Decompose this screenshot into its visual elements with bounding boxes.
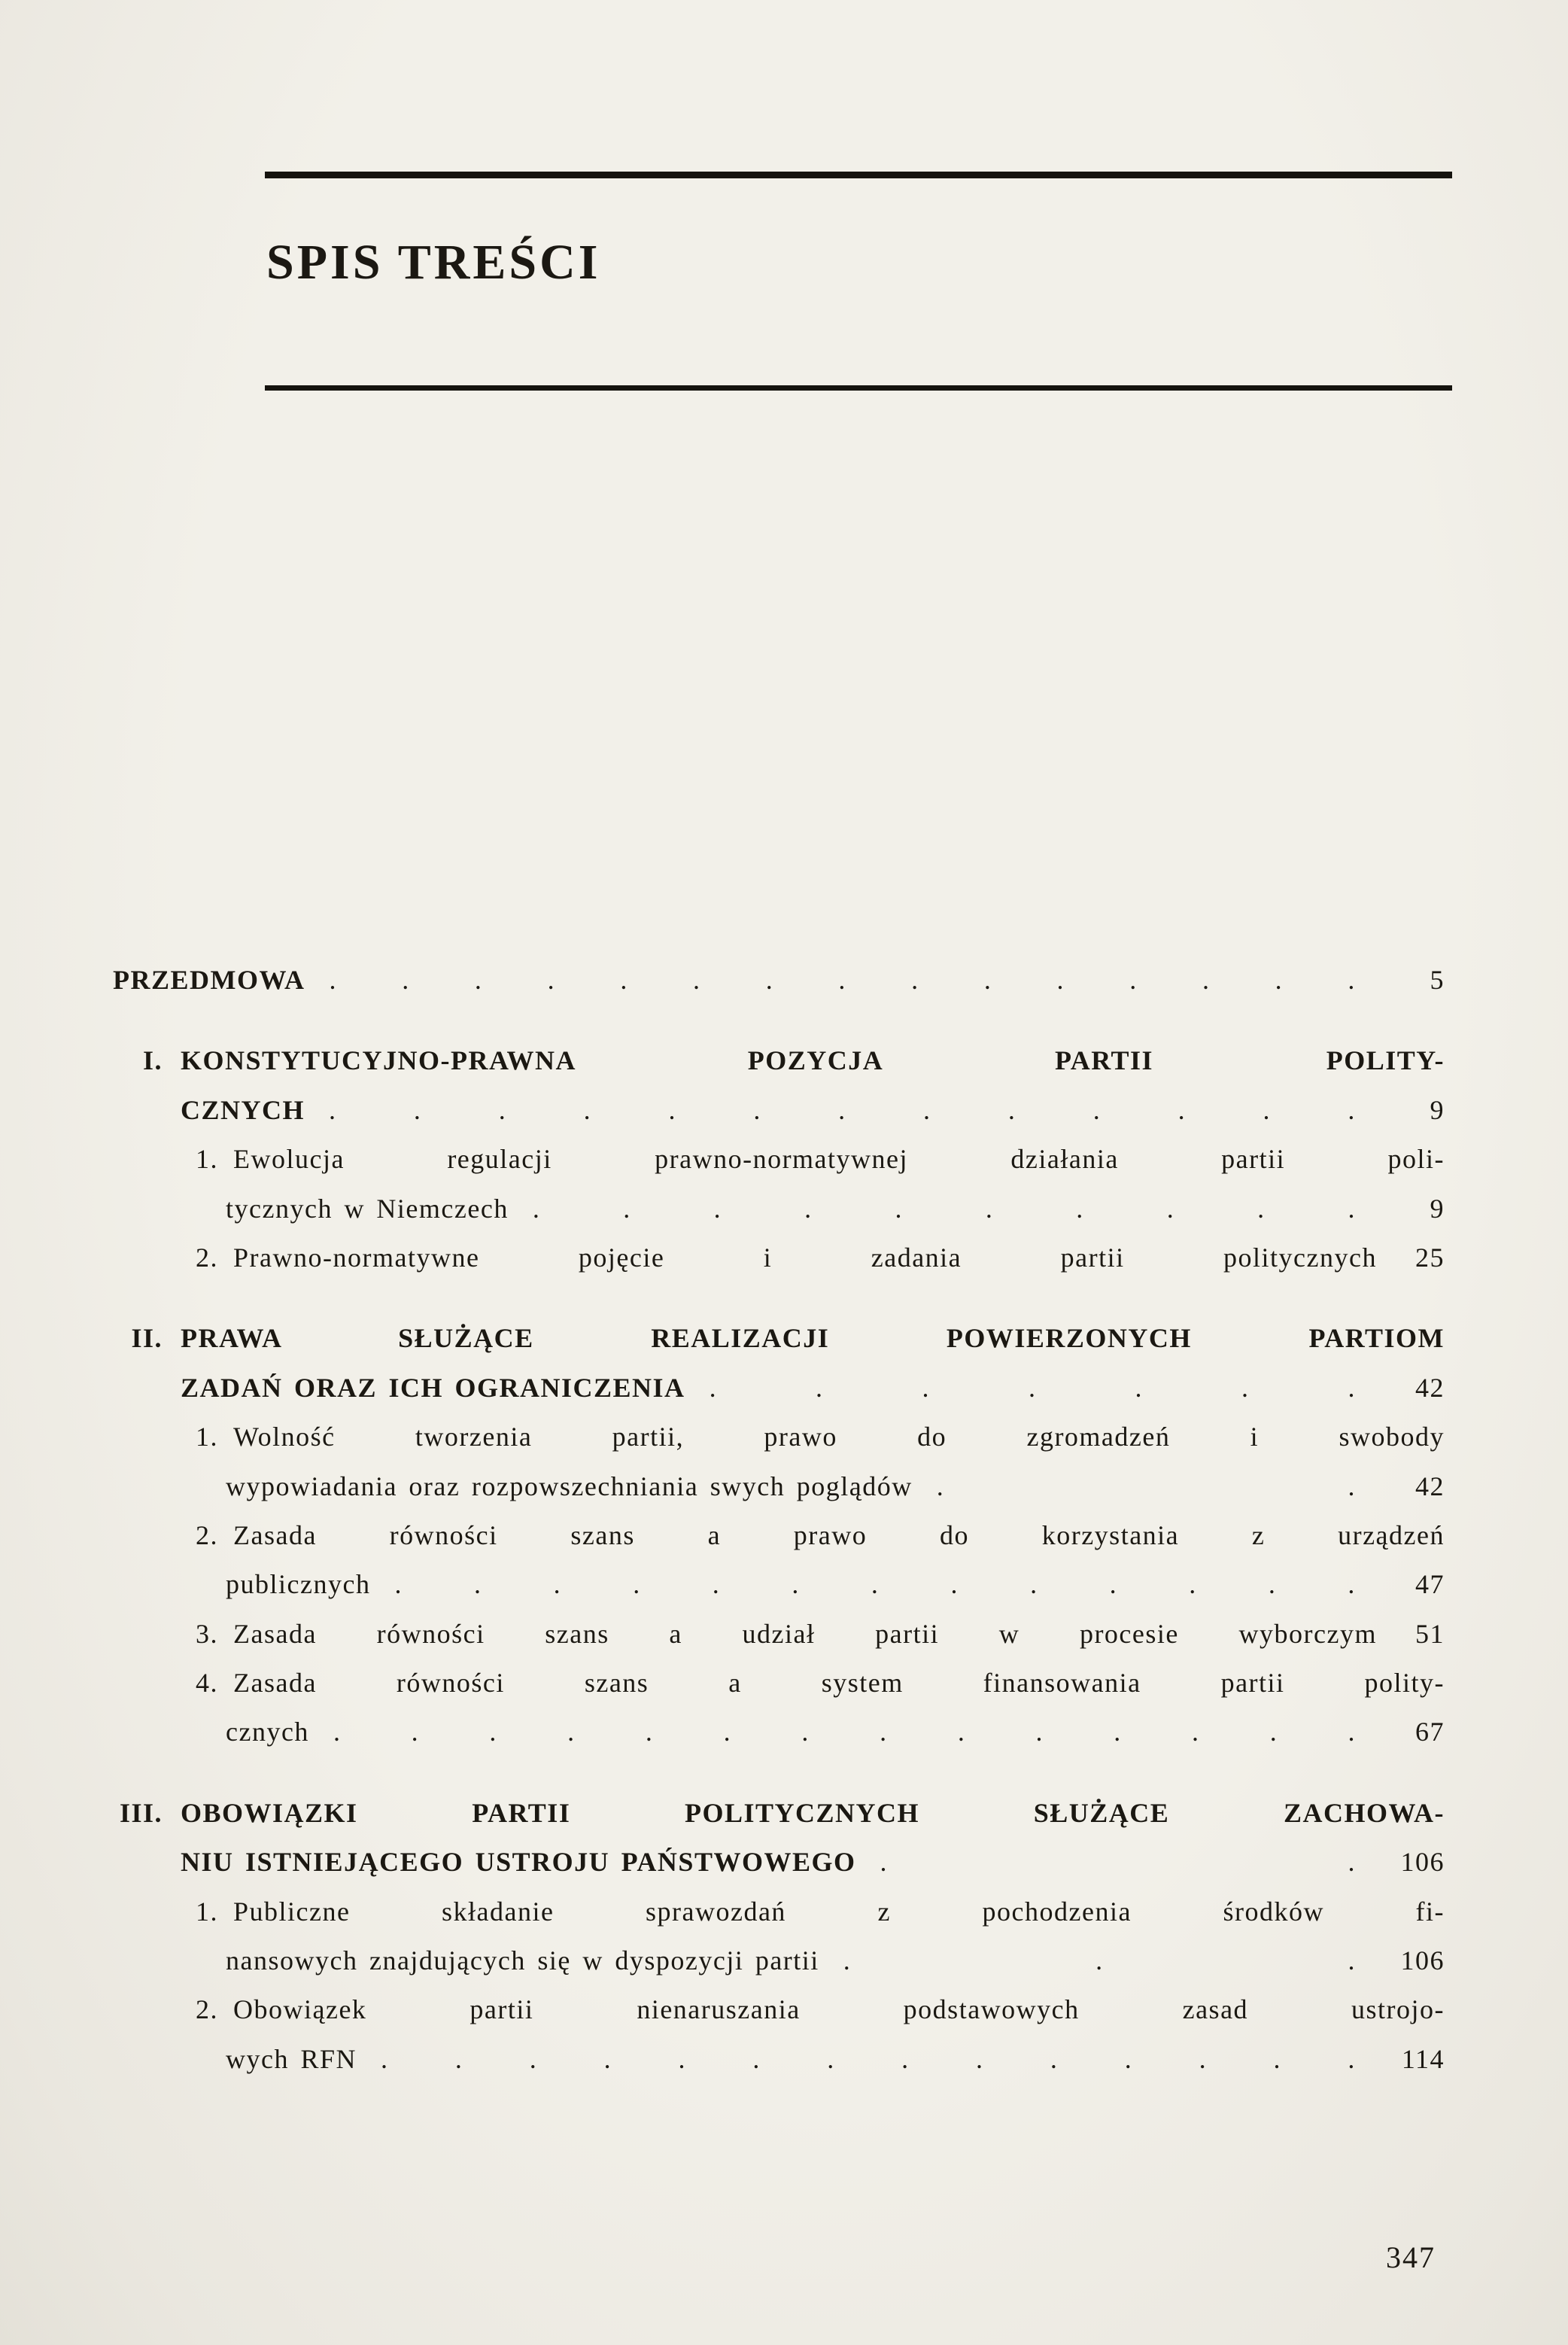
toc-page-number: 25 bbox=[1415, 1242, 1445, 1273]
toc-item-number: III. bbox=[119, 1797, 163, 1828]
toc-row bbox=[181, 1095, 1445, 1126]
toc-item-number: II. bbox=[131, 1323, 163, 1354]
toc-page-number: 106 bbox=[1400, 1945, 1445, 1976]
toc-item-text: wypowiadania oraz rozpowszechniania swych poglądów bbox=[226, 1471, 913, 1501]
toc-page-number: 5 bbox=[1430, 965, 1445, 995]
toc-row bbox=[181, 1373, 1445, 1404]
dot-leader: . . . . . . . . . . . . . . bbox=[381, 2043, 1356, 2074]
toc-item-number: 2. bbox=[196, 1519, 218, 1550]
toc-page-number: 47 bbox=[1415, 1569, 1445, 1600]
toc-item-number: 2. bbox=[196, 1242, 218, 1273]
toc-row bbox=[181, 1994, 1445, 2025]
toc-page-number: 9 bbox=[1430, 1094, 1445, 1125]
toc-item-text: PRAWA SŁUŻĄCE REALIZACJI POWIERZONYCH PARTIOM bbox=[181, 1323, 1445, 1354]
toc-page-number: 114 bbox=[1401, 2043, 1445, 2074]
toc-row bbox=[113, 965, 1445, 996]
toc-item-text: KONSTYTUCYJNO-PRAWNA POZYCJA PARTII POLITY- bbox=[181, 1045, 1445, 1076]
toc-row bbox=[181, 1896, 1445, 1927]
toc-item-text: nansowych znajdujących się w dyspozycji partii bbox=[226, 1945, 819, 1976]
toc-row bbox=[226, 2044, 1445, 2075]
toc-item-text: NIU ISTNIEJĄCEGO USTROJU PAŃSTWOWEGO bbox=[181, 1847, 856, 1878]
toc-row bbox=[226, 1945, 1445, 1976]
toc-item-text: CZNYCH bbox=[181, 1094, 305, 1125]
toc-item-text: Obowiązek partii nienaruszania podstawowych zasad ustrojo- bbox=[233, 1994, 1445, 2025]
page-title: SPIS TREŚCI bbox=[266, 235, 601, 290]
dot-leader: . . . bbox=[843, 1945, 1356, 1976]
toc-page-number: 42 bbox=[1415, 1471, 1445, 1501]
toc-item-text: Ewolucja regulacji prawno-normatywnej działania partii poli- bbox=[233, 1144, 1445, 1175]
toc-item-number: 1. bbox=[196, 1896, 218, 1927]
toc-row bbox=[181, 1847, 1445, 1878]
dot-leader: . . . . . . . . . . . . . bbox=[329, 1094, 1356, 1125]
toc-page-number: 51 bbox=[1415, 1618, 1445, 1649]
toc-page-number: 42 bbox=[1415, 1372, 1445, 1403]
toc-item-number: 4. bbox=[196, 1668, 218, 1699]
toc-item-text: wych RFN bbox=[226, 2043, 357, 2074]
toc-item-text: Zasada równości szans a udział partii w procesie wyborczym bbox=[233, 1618, 1377, 1649]
toc-row bbox=[226, 1194, 1445, 1224]
toc-page-number: 67 bbox=[1415, 1717, 1445, 1747]
top-rule bbox=[265, 172, 1452, 178]
toc-item-text: Wolność tworzenia partii, prawo do zgromadzeń i swobody bbox=[233, 1422, 1445, 1452]
toc-row bbox=[226, 1471, 1445, 1502]
toc-row bbox=[181, 1668, 1445, 1699]
toc-row bbox=[181, 1520, 1445, 1551]
toc-row bbox=[181, 1242, 1445, 1273]
toc-row bbox=[181, 1619, 1445, 1650]
toc-item-number: 1. bbox=[196, 1144, 218, 1175]
dot-leader: . . . . . . . bbox=[709, 1372, 1356, 1403]
toc-item-text: Prawno-normatywne pojęcie i zadania partii politycznych bbox=[233, 1242, 1377, 1273]
toc-list bbox=[113, 965, 1445, 2093]
dot-leader: . . . . . . . . . . . . . bbox=[394, 1569, 1356, 1600]
toc-item-text: Zasada równości szans a prawo do korzystania z urządzeń bbox=[233, 1519, 1445, 1550]
dot-leader: . . bbox=[936, 1471, 1356, 1501]
bottom-rule bbox=[265, 385, 1452, 391]
toc-row bbox=[113, 1045, 1445, 1076]
toc-item-text: cznych bbox=[226, 1717, 309, 1747]
toc-item-text: ZADAŃ ORAZ ICH OGRANICZENIA bbox=[181, 1372, 685, 1403]
toc-row bbox=[181, 1144, 1445, 1175]
toc-item-text: Publiczne składanie sprawozdań z pochodzenia środków fi- bbox=[233, 1896, 1445, 1927]
dot-leader: . . bbox=[880, 1847, 1356, 1878]
toc-item-text: publicznych bbox=[226, 1569, 371, 1600]
toc-item-number: 1. bbox=[196, 1422, 218, 1452]
toc-item-text: Zasada równości szans a system finansowania partii polity- bbox=[233, 1668, 1445, 1699]
toc-row bbox=[113, 1798, 1445, 1829]
toc-row bbox=[226, 1569, 1445, 1600]
folio-number: 347 bbox=[1386, 2240, 1436, 2274]
toc-item-number: 3. bbox=[196, 1618, 218, 1649]
dot-leader: . . . . . . . . . . . . . . bbox=[333, 1717, 1356, 1747]
toc-item-number: 2. bbox=[196, 1994, 218, 2025]
toc-row bbox=[113, 1323, 1445, 1354]
toc-row bbox=[226, 1717, 1445, 1747]
toc-page-number: 106 bbox=[1400, 1847, 1445, 1878]
toc-page-number: 9 bbox=[1430, 1193, 1445, 1224]
toc-item-text: PRZEDMOWA bbox=[113, 965, 305, 995]
toc-item-text: OBOWIĄZKI PARTII POLITYCZNYCH SŁUŻĄCE ZACHOWA- bbox=[181, 1797, 1445, 1828]
toc-item-number: I. bbox=[142, 1045, 163, 1076]
dot-leader: . . . . . . . . . . bbox=[532, 1193, 1356, 1224]
toc-item-text: tycznych w Niemczech bbox=[226, 1193, 509, 1224]
dot-leader: . . . . . . . . . . . . . . . bbox=[329, 965, 1356, 995]
toc-row bbox=[181, 1422, 1445, 1452]
